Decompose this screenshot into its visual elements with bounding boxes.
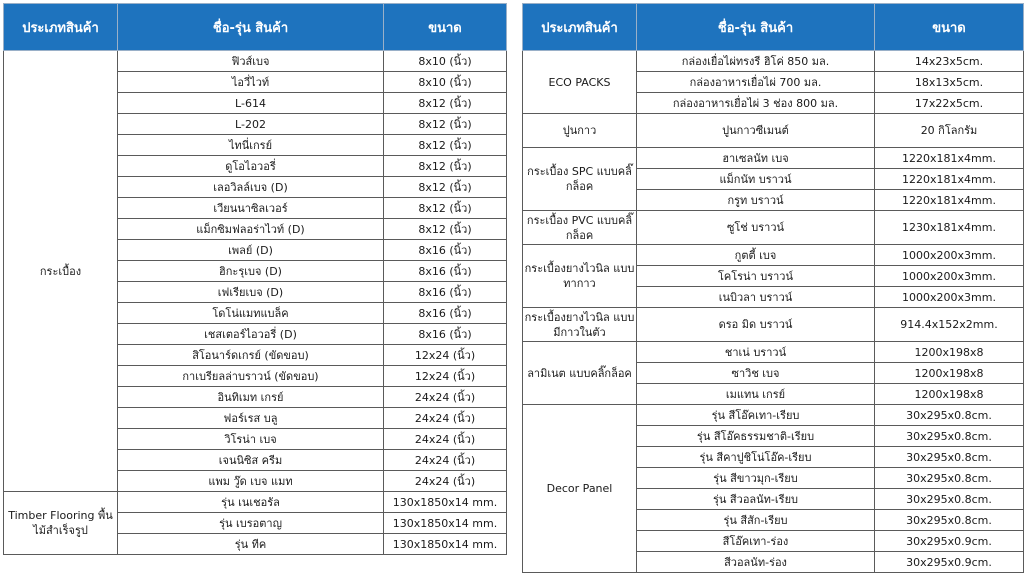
size-cell: 8x12 (นิ้ว) bbox=[384, 219, 507, 240]
size-cell: 1000x200x3mm. bbox=[875, 245, 1024, 266]
size-cell: 24x24 (นิ้ว) bbox=[384, 408, 507, 429]
size-cell: 130x1850x14 mm. bbox=[384, 534, 507, 555]
size-cell: 30x295x0.8cm. bbox=[875, 489, 1024, 510]
size-cell: 8x12 (นิ้ว) bbox=[384, 114, 507, 135]
size-cell: 18x13x5cm. bbox=[875, 72, 1024, 93]
size-cell: 1220x181x4mm. bbox=[875, 169, 1024, 190]
product-name-cell: เฟเรียเบจ (D) bbox=[118, 282, 384, 303]
category-cell: ลามิเนต แบบคลิ๊กล็อค bbox=[523, 342, 637, 405]
category-cell: กระเบื้องยางไวนิล แบบทากาว bbox=[523, 245, 637, 308]
product-name-cell: รุ่น สีขาวมุก-เรียบ bbox=[637, 468, 875, 489]
category-cell: ECO PACKS bbox=[523, 51, 637, 114]
product-name-cell: ฮาเซลนัท เบจ bbox=[637, 148, 875, 169]
product-name-cell: ไอวี่ไวท์ bbox=[118, 72, 384, 93]
size-cell: 8x16 (นิ้ว) bbox=[384, 261, 507, 282]
product-name-cell: โคโรน่า บราวน์ bbox=[637, 266, 875, 287]
size-cell: 1000x200x3mm. bbox=[875, 287, 1024, 308]
table-row bbox=[523, 211, 1024, 245]
product-name-cell: กล่องเยื่อไผ่ทรงรี ฮิโค่ 850 มล. bbox=[637, 51, 875, 72]
product-name-cell: กล่องอาหารเยื่อไผ่ 700 มล. bbox=[637, 72, 875, 93]
left-product-table bbox=[3, 3, 507, 555]
size-cell: 24x24 (นิ้ว) bbox=[384, 450, 507, 471]
size-cell: 12x24 (นิ้ว) bbox=[384, 345, 507, 366]
size-cell: 8x16 (นิ้ว) bbox=[384, 240, 507, 261]
product-name-cell: เมแทน เกรย์ bbox=[637, 384, 875, 405]
product-name-cell: รุ่น ทีค bbox=[118, 534, 384, 555]
product-name-cell: สีวอลนัท-ร่อง bbox=[637, 552, 875, 573]
size-cell: 30x295x0.9cm. bbox=[875, 552, 1024, 573]
category-cell: กระเบื้อง SPC แบบคลิ๊กล็อค bbox=[523, 148, 637, 211]
product-name-cell: L-614 bbox=[118, 93, 384, 114]
product-name-cell: อินทิเมท เกรย์ bbox=[118, 387, 384, 408]
size-cell: 14x23x5cm. bbox=[875, 51, 1024, 72]
category-cell: กระเบื้อง PVC แบบคลิ๊กล็อค bbox=[523, 211, 637, 245]
product-name-cell: สีโอ๊คเทา-ร่อง bbox=[637, 531, 875, 552]
header-category: ประเภทสินค้า bbox=[4, 4, 118, 51]
header-row bbox=[523, 4, 1024, 51]
product-name-cell: กรูท บราวน์ bbox=[637, 190, 875, 211]
size-cell: 1000x200x3mm. bbox=[875, 266, 1024, 287]
product-name-cell: เชสเตอร์ไอวอรี่ (D) bbox=[118, 324, 384, 345]
size-cell: 8x10 (นิ้ว) bbox=[384, 51, 507, 72]
size-cell: 1200x198x8 bbox=[875, 342, 1024, 363]
size-cell: 24x24 (นิ้ว) bbox=[384, 429, 507, 450]
product-name-cell: เนบิวลา บราวน์ bbox=[637, 287, 875, 308]
size-cell: 24x24 (นิ้ว) bbox=[384, 471, 507, 492]
product-name-cell: รุ่น สีสัก-เรียบ bbox=[637, 510, 875, 531]
header-product-name: ชื่อ-รุ่น สินค้า bbox=[637, 4, 875, 51]
product-name-cell: ดรอ มิด บราวน์ bbox=[637, 308, 875, 342]
product-name-cell: ไทนี่เกรย์ bbox=[118, 135, 384, 156]
product-name-cell: วิโรน่า เบจ bbox=[118, 429, 384, 450]
product-name-cell: ฮิกะรุเบจ (D) bbox=[118, 261, 384, 282]
product-name-cell: รุ่น สีคาปูชิโน่โอ๊ค-เรียบ bbox=[637, 447, 875, 468]
size-cell: 1220x181x4mm. bbox=[875, 148, 1024, 169]
category-cell: Timber Flooring พื้นไม้สำเร็จรูป bbox=[4, 492, 118, 555]
size-cell: 30x295x0.8cm. bbox=[875, 510, 1024, 531]
size-cell: 17x22x5cm. bbox=[875, 93, 1024, 114]
product-name-cell: กาเบรียลล่าบราวน์ (ขัดขอบ) bbox=[118, 366, 384, 387]
header-size: ขนาด bbox=[384, 4, 507, 51]
product-name-cell: ฟิวส์เบจ bbox=[118, 51, 384, 72]
table-row bbox=[4, 51, 507, 72]
table-row bbox=[523, 51, 1024, 72]
size-cell: 8x16 (นิ้ว) bbox=[384, 324, 507, 345]
size-cell: 24x24 (นิ้ว) bbox=[384, 387, 507, 408]
product-name-cell: รุ่น เบรอตาญ bbox=[118, 513, 384, 534]
size-cell: 8x12 (นิ้ว) bbox=[384, 93, 507, 114]
product-name-cell: รุ่น สีโอ๊คธรรมชาติ-เรียบ bbox=[637, 426, 875, 447]
size-cell: 914.4x152x2mm. bbox=[875, 308, 1024, 342]
product-name-cell: รุ่น เนเชอรัล bbox=[118, 492, 384, 513]
product-name-cell: แม็กซิมฟลอร่าไวท์ (D) bbox=[118, 219, 384, 240]
product-name-cell: รุ่น สีวอลนัท-เรียบ bbox=[637, 489, 875, 510]
product-name-cell: เจนนิซิส ครีม bbox=[118, 450, 384, 471]
product-name-cell: ซาวิช เบจ bbox=[637, 363, 875, 384]
product-name-cell: รุ่น สีโอ๊คเทา-เรียบ bbox=[637, 405, 875, 426]
size-cell: 8x12 (นิ้ว) bbox=[384, 156, 507, 177]
product-name-cell: เพลย์ (D) bbox=[118, 240, 384, 261]
product-name-cell: เลอวิลล์เบจ (D) bbox=[118, 177, 384, 198]
product-name-cell: กล่องอาหารเยื่อไผ่ 3 ช่อง 800 มล. bbox=[637, 93, 875, 114]
category-cell: Decor Panel bbox=[523, 405, 637, 573]
table-row bbox=[523, 405, 1024, 426]
product-name-cell: ดูโอไอวอรี่ bbox=[118, 156, 384, 177]
table-row bbox=[523, 148, 1024, 169]
size-cell: 8x10 (นิ้ว) bbox=[384, 72, 507, 93]
category-cell: กระเบื้อง bbox=[4, 51, 118, 492]
size-cell: 8x16 (นิ้ว) bbox=[384, 282, 507, 303]
size-cell: 130x1850x14 mm. bbox=[384, 513, 507, 534]
product-name-cell: แพม วู๊ด เบจ แมท bbox=[118, 471, 384, 492]
size-cell: 8x16 (นิ้ว) bbox=[384, 303, 507, 324]
category-cell: กระเบื้องยางไวนิล แบบมีกาวในตัว bbox=[523, 308, 637, 342]
right-product-table bbox=[522, 3, 1024, 573]
header-size: ขนาด bbox=[875, 4, 1024, 51]
product-name-cell: ซูโช่ บราวน์ bbox=[637, 211, 875, 245]
table-row bbox=[523, 114, 1024, 148]
table-row bbox=[523, 342, 1024, 363]
size-cell: 30x295x0.8cm. bbox=[875, 468, 1024, 489]
size-cell: 8x12 (นิ้ว) bbox=[384, 198, 507, 219]
header-product-name: ชื่อ-รุ่น สินค้า bbox=[118, 4, 384, 51]
header-row bbox=[4, 4, 507, 51]
category-cell: ปูนกาว bbox=[523, 114, 637, 148]
product-name-cell: โดโน่แมทแบล็ค bbox=[118, 303, 384, 324]
size-cell: 1230x181x4mm. bbox=[875, 211, 1024, 245]
size-cell: 1200x198x8 bbox=[875, 363, 1024, 384]
size-cell: 30x295x0.8cm. bbox=[875, 447, 1024, 468]
size-cell: 30x295x0.9cm. bbox=[875, 531, 1024, 552]
table-row bbox=[4, 492, 507, 513]
product-name-cell: กูตตี้ เบจ bbox=[637, 245, 875, 266]
product-name-cell: ปูนกาวซีเมนต์ bbox=[637, 114, 875, 148]
size-cell: 20 กิโลกรัม bbox=[875, 114, 1024, 148]
size-cell: 130x1850x14 mm. bbox=[384, 492, 507, 513]
size-cell: 30x295x0.8cm. bbox=[875, 405, 1024, 426]
product-name-cell: L-202 bbox=[118, 114, 384, 135]
size-cell: 8x12 (นิ้ว) bbox=[384, 177, 507, 198]
size-cell: 1200x198x8 bbox=[875, 384, 1024, 405]
table-row bbox=[523, 308, 1024, 342]
size-cell: 30x295x0.8cm. bbox=[875, 426, 1024, 447]
product-name-cell: แม็กนัท บราวน์ bbox=[637, 169, 875, 190]
table-row bbox=[523, 245, 1024, 266]
product-name-cell: สิโอนาร์ดเกรย์ (ขัดขอบ) bbox=[118, 345, 384, 366]
size-cell: 12x24 (นิ้ว) bbox=[384, 366, 507, 387]
product-name-cell: เวียนนาซิลเวอร์ bbox=[118, 198, 384, 219]
header-category: ประเภทสินค้า bbox=[523, 4, 637, 51]
size-cell: 8x12 (นิ้ว) bbox=[384, 135, 507, 156]
product-name-cell: ชาเน่ บราวน์ bbox=[637, 342, 875, 363]
product-name-cell: ฟอร์เรส บลู bbox=[118, 408, 384, 429]
size-cell: 1220x181x4mm. bbox=[875, 190, 1024, 211]
